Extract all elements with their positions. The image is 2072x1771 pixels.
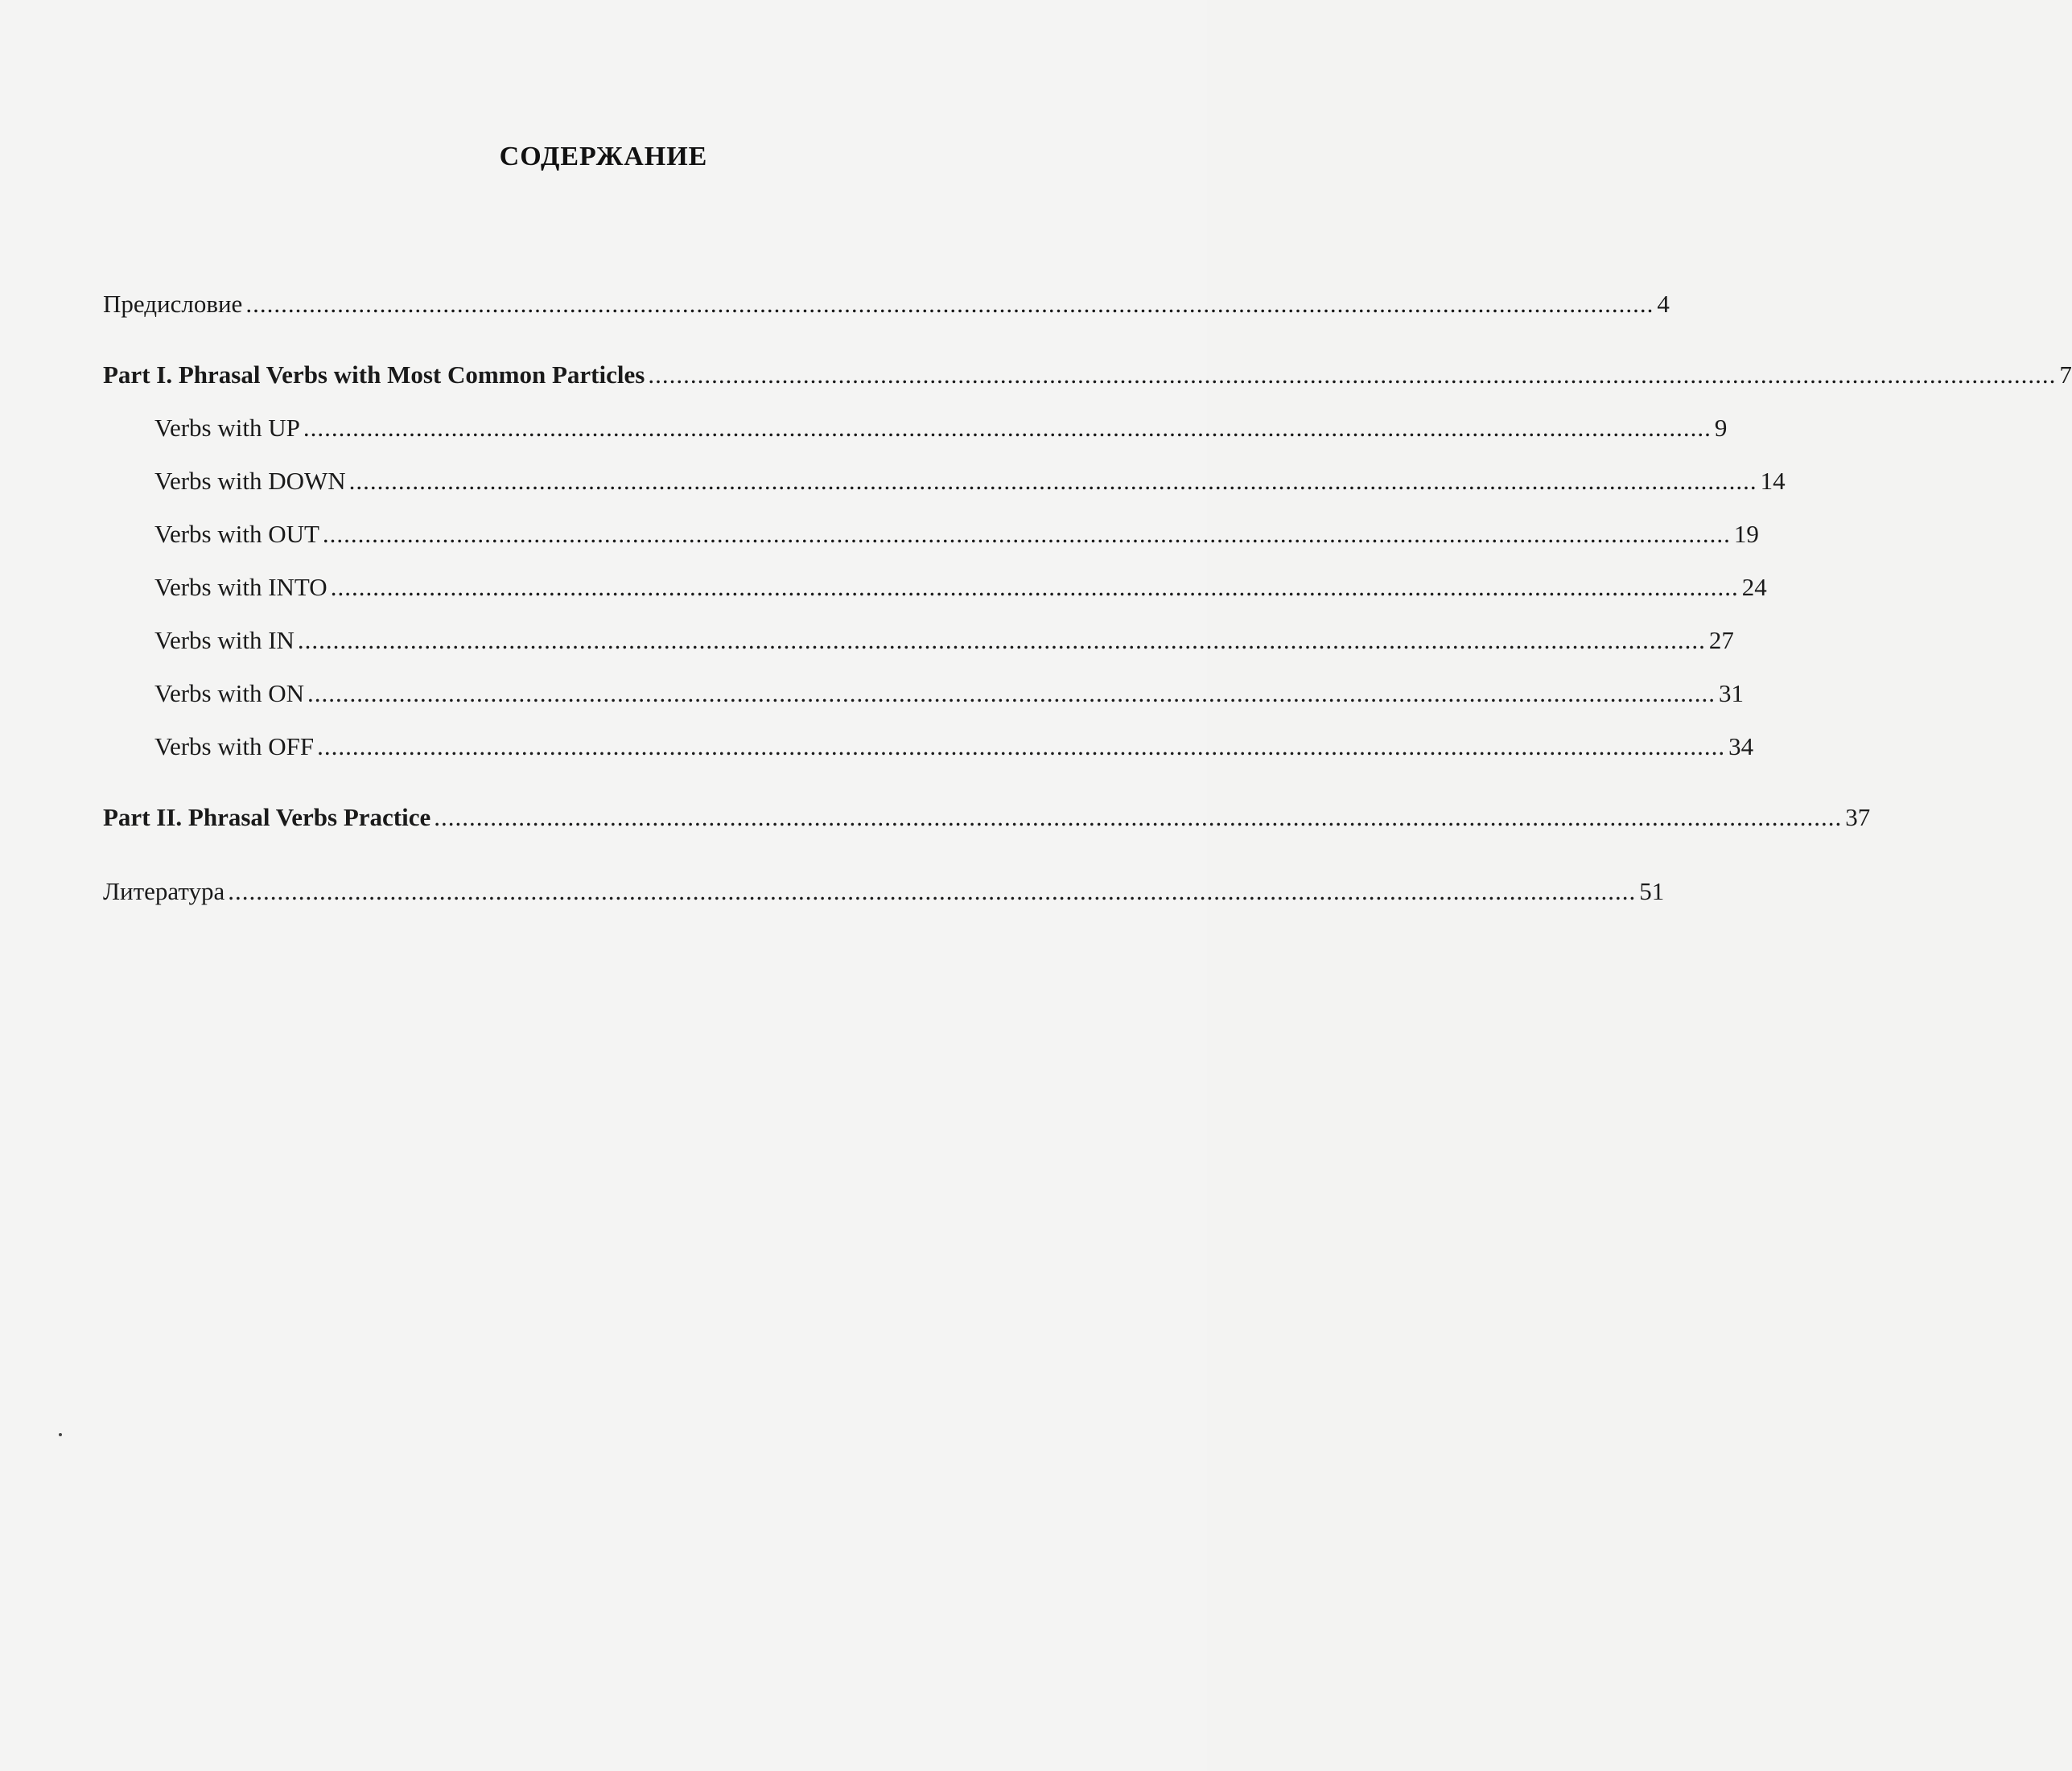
toc-entry-literature bbox=[103, 875, 1665, 908]
toc-entry-verbs-off bbox=[154, 731, 1754, 763]
dot-leader: ........................................................................................................................................................................................................ bbox=[434, 803, 1843, 831]
dot-leader: ........................................................................................................................................................................................................ bbox=[303, 414, 1712, 442]
toc-entry-label: Verbs with OUT bbox=[154, 520, 319, 548]
page-title: СОДЕРЖАНИЕ bbox=[499, 142, 708, 171]
toc-entry-label: Part II. Phrasal Verbs Practice bbox=[103, 803, 431, 831]
dot-leader: ........................................................................................................................................................................................................ bbox=[322, 520, 1731, 548]
toc-entry-page: 7 bbox=[2059, 360, 2072, 389]
toc-entry-label: Verbs with UP bbox=[154, 414, 300, 442]
dot-leader: ........................................................................................................................................................................................................ bbox=[297, 626, 1706, 654]
dot-leader: ........................................................................................................................................................................................................ bbox=[330, 573, 1739, 601]
toc-entry-label: Литература bbox=[103, 877, 225, 905]
toc-entry-page: 27 bbox=[1708, 626, 1734, 654]
stray-mark bbox=[59, 1433, 62, 1436]
dot-leader: ........................................................................................................................................................................................................ bbox=[317, 732, 1726, 760]
toc-entry-verbs-into bbox=[154, 571, 1767, 603]
toc-entry-page: 24 bbox=[1741, 573, 1767, 601]
dot-leader: ........................................................................................................................................................................................................ bbox=[348, 467, 1757, 495]
toc-entry-page: 37 bbox=[1845, 803, 1871, 831]
toc-entry-preface bbox=[103, 288, 1670, 320]
toc-entry-label: Verbs with INTO bbox=[154, 573, 327, 601]
toc-entry-verbs-in bbox=[154, 624, 1734, 657]
toc-entry-page: 34 bbox=[1728, 732, 1754, 760]
toc-entry-page: 14 bbox=[1760, 467, 1786, 495]
toc-entry-page: 9 bbox=[1714, 414, 1728, 442]
toc-entry-verbs-on bbox=[154, 678, 1744, 710]
toc-entry-page: 19 bbox=[1733, 520, 1759, 548]
dot-leader: ........................................................................................................................................................................................................ bbox=[228, 877, 1637, 905]
dot-leader: ........................................................................................................................................................................................................ bbox=[245, 290, 1654, 318]
toc-entry-part-2 bbox=[103, 801, 1871, 834]
toc-entry-page: 51 bbox=[1639, 877, 1665, 905]
toc-entry-part-1 bbox=[103, 359, 2072, 391]
toc-entry-page: 31 bbox=[1719, 679, 1744, 707]
toc-entry-label: Verbs with IN bbox=[154, 626, 295, 654]
toc-entry-label: Verbs with DOWN bbox=[154, 467, 346, 495]
toc-entry-label: Verbs with ON bbox=[154, 679, 304, 707]
toc-entry-page: 4 bbox=[1657, 290, 1670, 318]
toc-entry-verbs-up bbox=[154, 412, 1728, 444]
toc-entry-label: Part I. Phrasal Verbs with Most Common Particles bbox=[103, 360, 645, 389]
toc-entry-verbs-down bbox=[154, 465, 1786, 497]
toc-entry-verbs-out bbox=[154, 518, 1759, 550]
dot-leader: ........................................................................................................................................................................................................ bbox=[307, 679, 1716, 707]
toc-entry-label: Verbs with OFF bbox=[154, 732, 315, 760]
dot-leader: ........................................................................................................................................................................................................ bbox=[648, 360, 2057, 389]
toc-entry-label: Предисловие bbox=[103, 290, 243, 318]
